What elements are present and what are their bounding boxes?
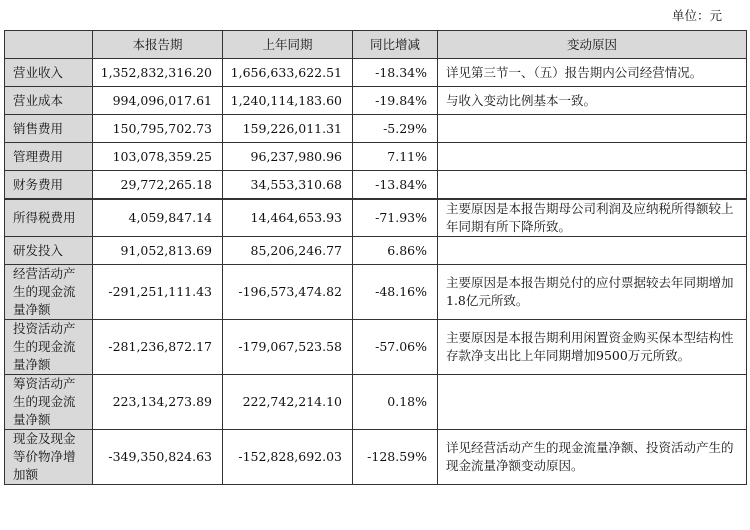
row-label: 营业成本: [5, 87, 93, 115]
current-value: -281,236,872.17: [93, 320, 223, 375]
financial-table: [4, 30, 747, 485]
header-blank: [5, 31, 93, 59]
previous-value: 159,226,011.31: [223, 115, 353, 143]
change-value: -71.93%: [353, 199, 438, 237]
header-change-reason: 变动原因: [438, 31, 747, 59]
change-value: -57.06%: [353, 320, 438, 375]
reason-text: [438, 171, 747, 200]
current-value: 1,352,832,316.20: [93, 59, 223, 87]
table-row: [5, 199, 747, 237]
previous-value: -196,573,474.82: [223, 265, 353, 320]
change-value: -13.84%: [353, 171, 438, 200]
table-row: [5, 87, 747, 115]
previous-value: 14,464,653.93: [223, 199, 353, 237]
previous-value: -152,828,692.03: [223, 430, 353, 485]
table-row: [5, 59, 747, 87]
change-value: -5.29%: [353, 115, 438, 143]
previous-value: 222,742,214.10: [223, 375, 353, 430]
change-value: 7.11%: [353, 143, 438, 171]
row-label: 管理费用: [5, 143, 93, 171]
current-value: 223,134,273.89: [93, 375, 223, 430]
table-row: [5, 265, 747, 320]
header-yoy-change: 同比增减: [353, 31, 438, 59]
table-row: [5, 115, 747, 143]
previous-value: 1,240,114,183.60: [223, 87, 353, 115]
current-value: 103,078,359.25: [93, 143, 223, 171]
previous-value: 96,237,980.96: [223, 143, 353, 171]
change-value: -19.84%: [353, 87, 438, 115]
unit-label: 单位：元: [671, 8, 722, 23]
change-value: -128.59%: [353, 430, 438, 485]
current-value: 150,795,702.73: [93, 115, 223, 143]
table-row: [5, 375, 747, 430]
table-row: [5, 143, 747, 171]
current-value: 994,096,017.61: [93, 87, 223, 115]
row-label: 所得税费用: [5, 199, 93, 237]
reason-text: 主要原因是本报告期兑付的应付票据较去年同期增加1.8亿元所致。: [438, 265, 747, 320]
row-label: 投资活动产生的现金流量净额: [5, 320, 93, 375]
change-value: 0.18%: [353, 375, 438, 430]
row-label: 销售费用: [5, 115, 93, 143]
current-value: -349,350,824.63: [93, 430, 223, 485]
header-previous-period: 上年同期: [223, 31, 353, 59]
reason-text: 主要原因是本报告期利用闲置资金购买保本型结构性存款净支出比上年同期增加9500万元所致。: [438, 320, 747, 375]
row-label: 财务费用: [5, 171, 93, 200]
change-value: -18.34%: [353, 59, 438, 87]
previous-value: 34,553,310.68: [223, 171, 353, 200]
current-value: 91,052,813.69: [93, 237, 223, 265]
reason-text: 详见经营活动产生的现金流量净额、投资活动产生的现金流量净额变动原因。: [438, 430, 747, 485]
row-label: 营业收入: [5, 59, 93, 87]
current-value: 29,772,265.18: [93, 171, 223, 200]
reason-text: [438, 115, 747, 143]
table-row: [5, 171, 747, 200]
header-current-period: 本报告期: [93, 31, 223, 59]
table-row: [5, 430, 747, 485]
current-value: 4,059,847.14: [93, 199, 223, 237]
previous-value: -179,067,523.58: [223, 320, 353, 375]
table-header-row: [5, 31, 747, 59]
previous-value: 1,656,633,622.51: [223, 59, 353, 87]
previous-value: 85,206,246.77: [223, 237, 353, 265]
reason-text: [438, 375, 747, 430]
table-row: [5, 320, 747, 375]
reason-text: 与收入变动比例基本一致。: [438, 87, 747, 115]
reason-text: 详见第三节一、（五）报告期内公司经营情况。: [438, 59, 747, 87]
row-label: 筹资活动产生的现金流量净额: [5, 375, 93, 430]
reason-text: [438, 237, 747, 265]
row-label: 现金及现金等价物净增加额: [5, 430, 93, 485]
row-label: 研发投入: [5, 237, 93, 265]
table-row: [5, 237, 747, 265]
change-value: 6.86%: [353, 237, 438, 265]
current-value: -291,251,111.43: [93, 265, 223, 320]
reason-text: [438, 143, 747, 171]
change-value: -48.16%: [353, 265, 438, 320]
reason-text: 主要原因是本报告期母公司利润及应纳税所得额较上年同期有所下降所致。: [438, 199, 747, 237]
row-label: 经营活动产生的现金流量净额: [5, 265, 93, 320]
